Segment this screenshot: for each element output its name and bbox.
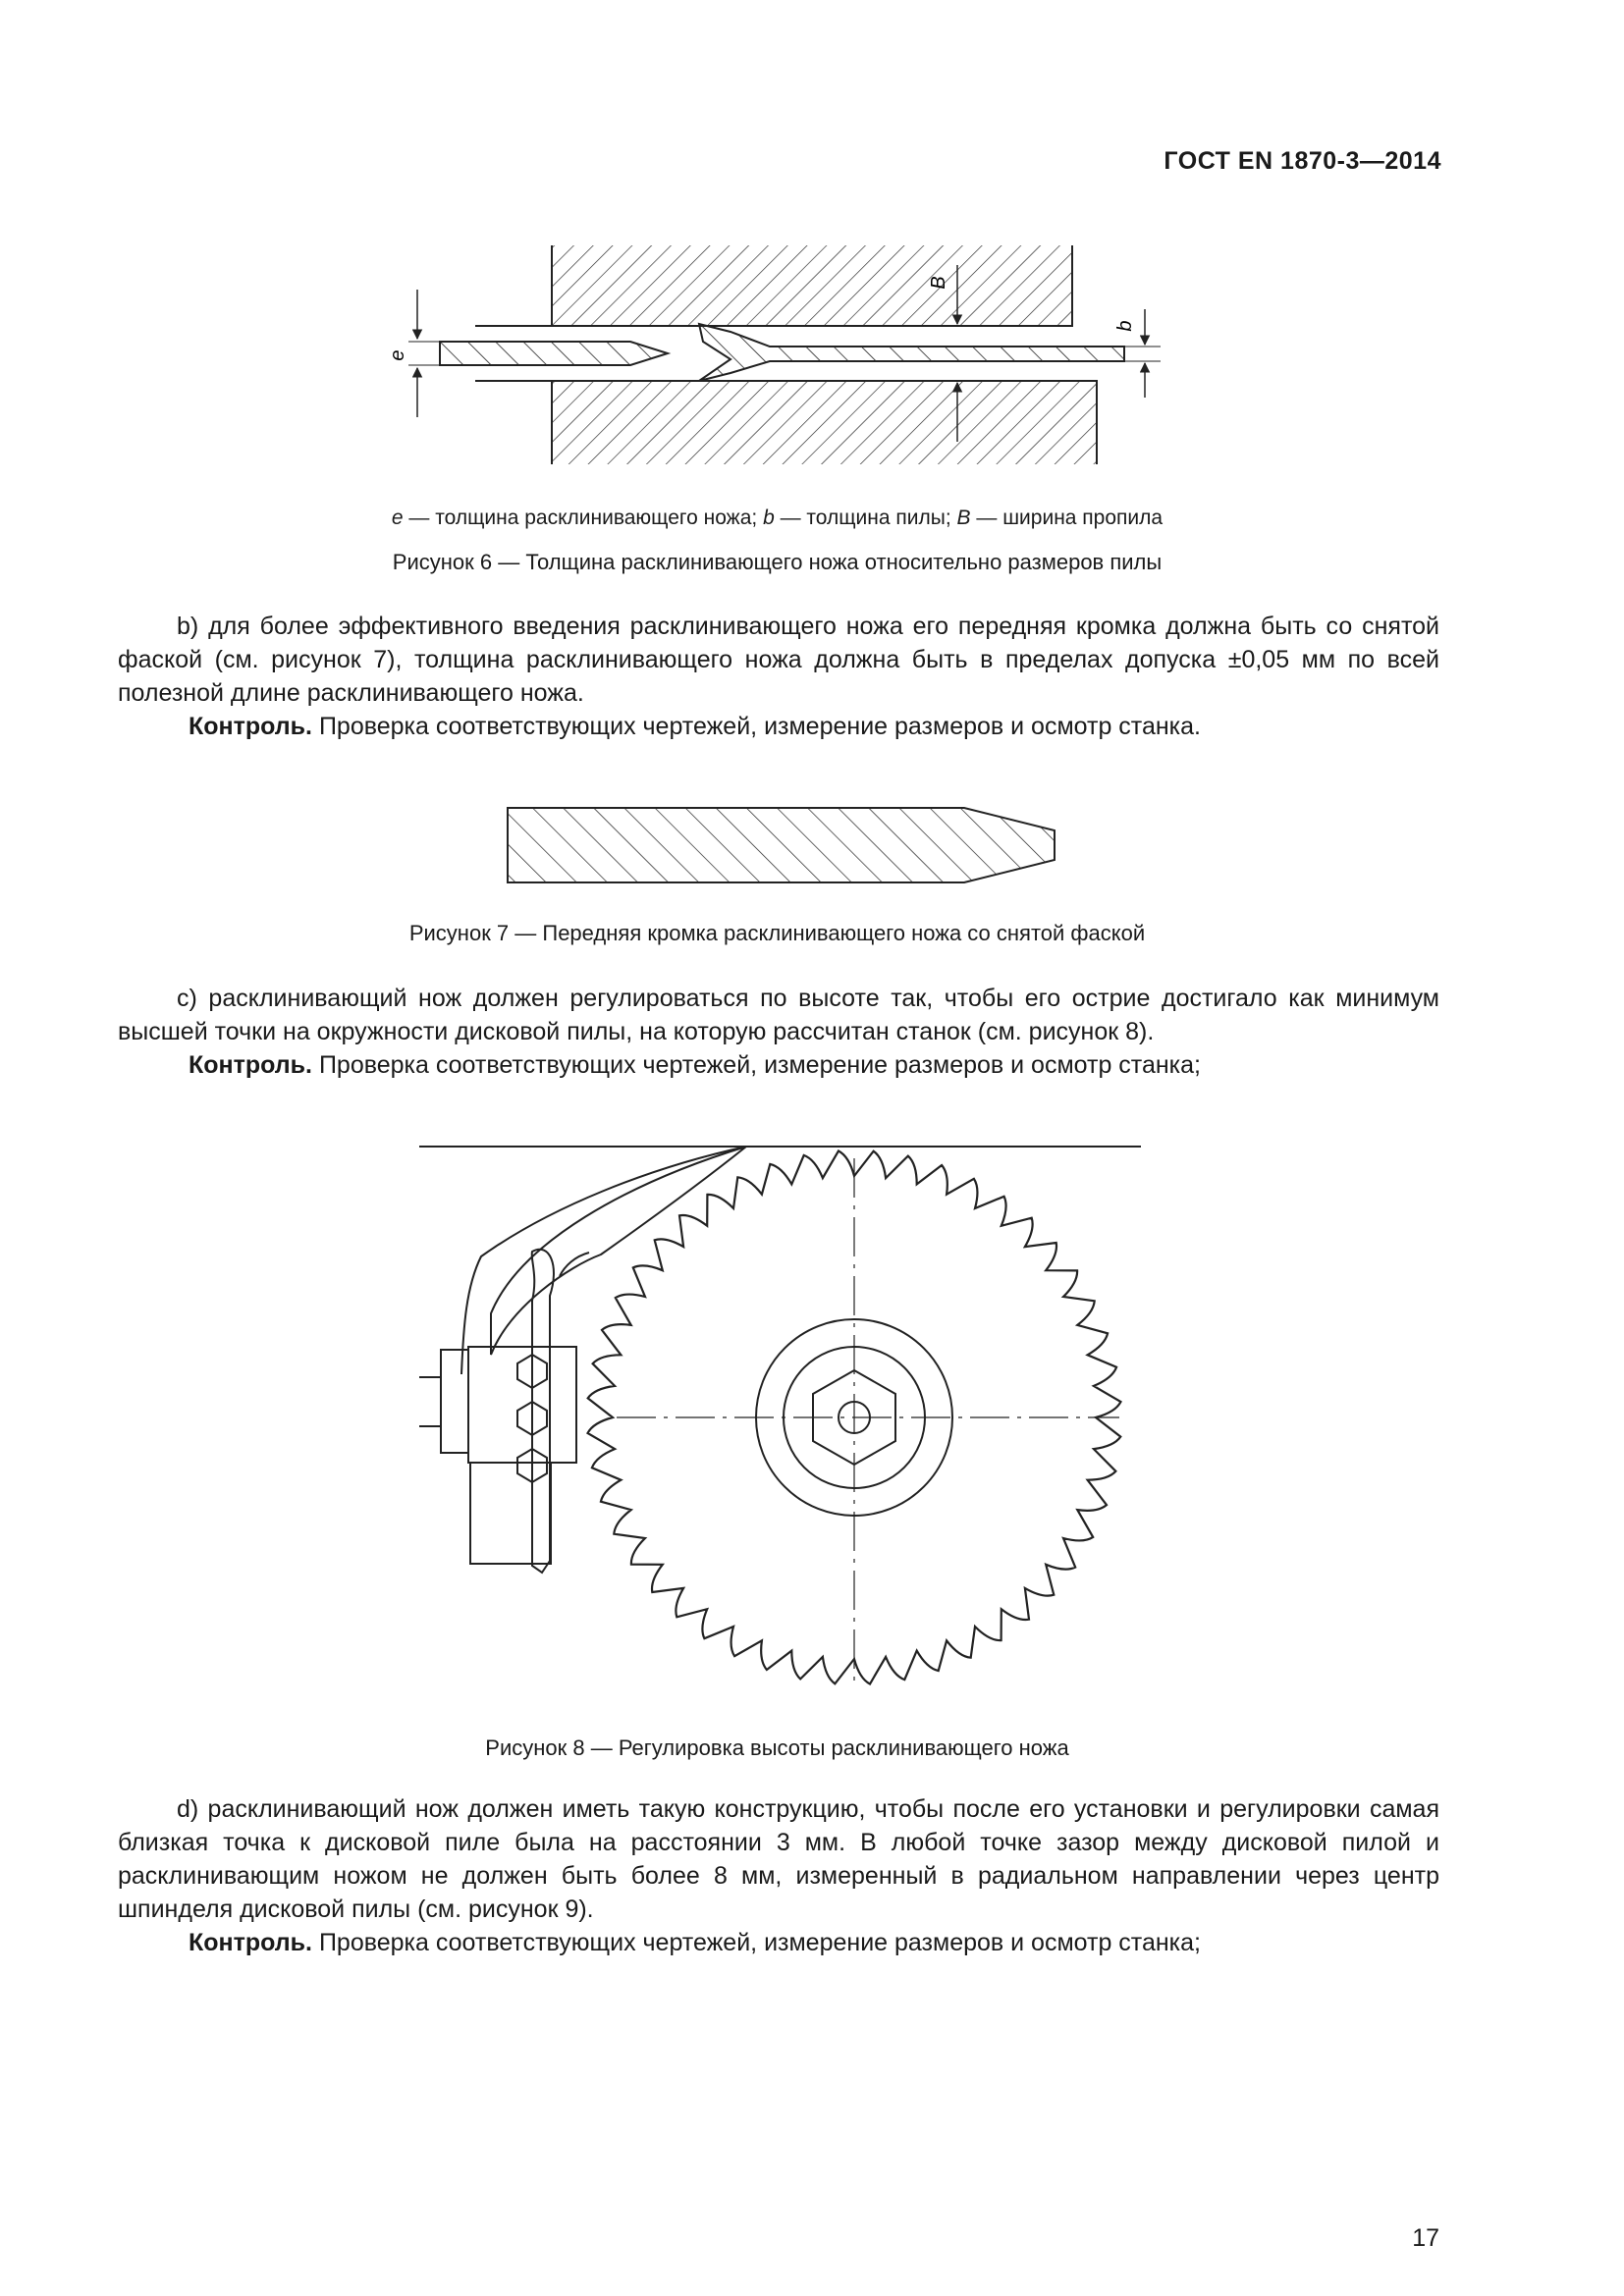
item-c-control: Контроль. Проверка соответствующих чертежей, измерение размеров и осмотр станка;	[189, 1051, 1202, 1079]
figure-7-caption: Рисунок 7 — Передняя кромка расклинивающего ножа со снятой фаской	[408, 921, 1146, 945]
figure-8-caption: Рисунок 8 — Регулировка высоты расклинивающего ножа	[485, 1735, 1069, 1760]
figure-6-drawing	[0, 236, 1624, 471]
lower-wall	[552, 381, 1097, 464]
figure-6-caption: Рисунок 6 — Толщина расклинивающего ножа относительно размеров пилы	[392, 550, 1163, 574]
item-c-paragraph: c) расклинивающий нож должен регулироваться по высоте так, чтобы его острие достигало как минимум высшей точки на окружности дисковой пилы, на которую рассчитан станок (см. рисунок 8).	[118, 985, 1439, 1045]
upper-wall	[552, 245, 1072, 326]
item-d-control: Контроль. Проверка соответствующих чертежей, измерение размеров и осмотр станка;	[189, 1929, 1202, 1956]
figure-8-drawing	[0, 1129, 1624, 1708]
item-b-control: Контроль. Проверка соответствующих чертежей, измерение размеров и осмотр станка.	[189, 713, 1202, 740]
dim-label-e: e	[387, 349, 408, 361]
chamfered-knife	[508, 808, 1055, 882]
figure-6-legend: e — толщина расклинивающего ножа; b — толщина пилы; B — ширина пропила	[391, 507, 1164, 529]
item-b-paragraph: b) для более эффективного введения расклинивающего ножа его передняя кромка должна быть со снятой фаской (см. рисунок 7), толщина расклинивающего ножа должна быть в пределах допуска ±0,05 мм по всей полезной длине расклинивающего ножа.	[118, 613, 1439, 707]
riving-knife	[440, 342, 668, 365]
saw-blade	[699, 324, 1124, 381]
clamp-plate	[468, 1347, 576, 1463]
item-d-paragraph: d) расклинивающий нож должен иметь такую конструкцию, чтобы после его установки и регулировки самая близкая точка к дисковой пиле была на расстоянии 3 мм. В любой точке зазор между дисковой пилой и расклинивающим ножом не должен быть более 8 мм, измеренный в радиальном направлении через центр шпинделя дисковой пилы (см. рисунок 9).	[118, 1795, 1439, 1923]
page-number: 17	[1412, 2224, 1439, 2252]
figure-7-drawing	[0, 795, 1624, 903]
dim-label-B: B	[928, 276, 949, 290]
document-header: ГОСТ EN 1870-3—2014	[1164, 147, 1441, 175]
dim-label-b: b	[1114, 320, 1136, 332]
mounting-block	[441, 1350, 468, 1453]
